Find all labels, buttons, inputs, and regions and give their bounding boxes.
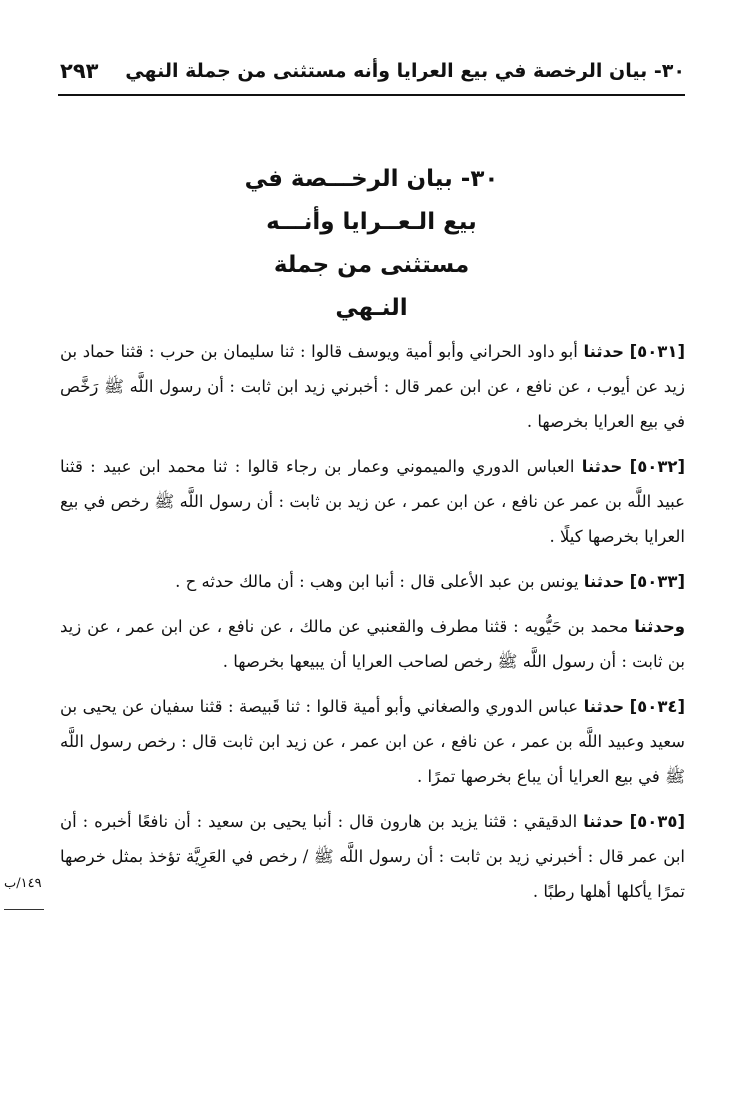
- chapter-heading-line: النـهي: [335, 295, 408, 321]
- hadith-paragraph: [60, 449, 685, 554]
- running-header: [58, 58, 685, 96]
- narration-verb: حدثنا: [583, 812, 624, 831]
- hadith-paragraph: [60, 564, 685, 599]
- hadith-number: [٥٠٣٢]: [629, 457, 686, 476]
- hadith-paragraph: [60, 609, 685, 679]
- narration-verb: حدثنا: [581, 457, 623, 476]
- narration-verb: حدثنا: [583, 697, 625, 716]
- hadith-body: يونس بن عبد الأعلى قال : أنبا ابن وهب : أن مالك حدثه ح .: [175, 572, 579, 591]
- running-title: ٣٠- بيان الرخصة في بيع العرايا وأنه مستثنى من جملة النهي: [125, 60, 685, 82]
- narration-verb: حدثنا: [583, 342, 625, 361]
- chapter-heading-line: مستثنى من جملة: [273, 252, 470, 278]
- hadith-paragraph: [60, 334, 685, 439]
- hadith-paragraph: [60, 804, 685, 909]
- hadith-number: [٥٠٣٤]: [629, 697, 686, 716]
- hadith-body: عباس الدوري والصغاني وأبو أمية قالوا : ثنا قَبيصة : قثنا سفيان عن يحيى بن سعيد وعبيد اللَّه بن عمر ، عن نافع ، عن ابن عمر ، عن زيد ابن ثابت قال : رخص رسول اللَّه ﷺ في بيع العرايا أن يباع بخرصها تمرًا .: [60, 697, 685, 786]
- hadith-number: [٥٠٣٣]: [629, 572, 685, 591]
- narration-verb: وحدثنا: [634, 617, 685, 636]
- hadith-number: [٥٠٣١]: [629, 342, 685, 361]
- chapter-heading-line: بيع الـعــرايا وأنـــه: [266, 209, 477, 235]
- hadith-body: محمد بن حَيُّويه : قثنا مطرف والقعنبي عن مالك ، عن نافع ، عن ابن عمر ، عن زيد بن ثابت : أن رسول اللَّه ﷺ رخص لصاحب العرايا أن يبيعها بخرصها .: [60, 617, 685, 671]
- hadith-text: [60, 334, 685, 909]
- hadith-body: أبو داود الحراني وأبو أمية ويوسف قالوا : ثنا سليمان بن حرب : قثنا حماد بن زيد عن أيوب ، عن نافع ، عن ابن عمر قال : أخبرني زيد ابن ثابت : أن رسول اللَّه ﷺ رَخَّص في بيع العرايا بخرصها .: [60, 342, 685, 431]
- hadith-number: [٥٠٣٥]: [629, 812, 685, 831]
- hadith-body: الدقيقي : قثنا يزيد بن هارون قال : أنبا يحيى بن سعيد : أن نافعًا أخبره : أن ابن عمر قال : أخبرني زيد بن ثابت : أن رسول اللَّه ﷺ / رخص في العَرِيَّة تؤخذ بمثل خرصها تمرًا يأكلها أهلها رطبًا .: [60, 812, 685, 901]
- hadith-paragraph: [60, 689, 685, 794]
- hadith-body: العباس الدوري والميموني وعمار بن رجاء قالوا : ثنا محمد ابن عبيد : قثنا عبيد اللَّه بن عمر عن نافع ، عن ابن عمر ، عن زيد بن ثابت : أن رسول اللَّه ﷺ رخص في بيع العرايا بخرصها كيلًا .: [60, 457, 685, 546]
- chapter-heading-line: ٣٠- بيان الرخـــصة في: [244, 166, 499, 192]
- page-number: ٢٩٣: [60, 59, 99, 83]
- manuscript-folio-note: ١٤٩/ب: [4, 876, 42, 891]
- margin-rule: [4, 909, 44, 910]
- chapter-heading: [150, 158, 593, 330]
- narration-verb: حدثنا: [583, 572, 625, 591]
